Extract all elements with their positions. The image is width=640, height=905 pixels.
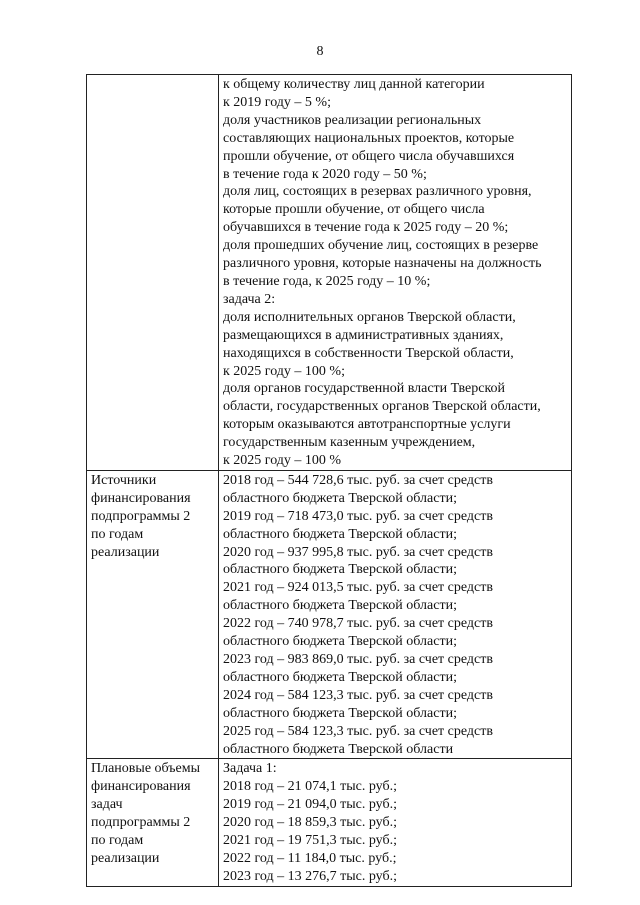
row-content-line: составляющих национальных проектов, которые (223, 130, 515, 146)
row-content-line: областного бюджета Тверской области; (223, 562, 457, 578)
row-content-line: государственным казенным учреждением, (223, 435, 476, 451)
row-content-line: к общему количеству лиц данной категории (223, 77, 485, 92)
row-content-line: 2021 год – 19 751,3 тыс. руб.; (223, 833, 397, 849)
row-content-line: к 2019 году – 5 %; (223, 94, 331, 110)
row-content-line: 2024 год – 584 123,3 тыс. руб. за счет средств (223, 687, 493, 703)
row-label-line: по годам (91, 833, 144, 849)
row-content-line: обучавшихся в течение года к 2025 году – 20 %; (223, 220, 509, 236)
row-content-line: областного бюджета Тверской области; (223, 705, 457, 721)
row-content-line: находящихся в собственности Тверской области, (223, 345, 514, 361)
row-label-line: реализации (91, 851, 160, 867)
row-content-line: в течение года к 2020 году – 50 %; (223, 166, 427, 182)
row-content-line: областного бюджета Тверской области; (223, 526, 457, 542)
row-label-cell (87, 759, 219, 886)
row-content-line: 2022 год – 740 978,7 тыс. руб. за счет средств (223, 616, 493, 632)
row-content-line: областного бюджета Тверской области; (223, 669, 457, 685)
table-row (87, 470, 572, 759)
row-content-line: 2023 год – 983 869,0 тыс. руб. за счет средств (223, 652, 493, 667)
row-content-cell (219, 759, 572, 886)
row-content-cell (219, 75, 572, 471)
row-content-line: областного бюджета Тверской области; (223, 490, 457, 506)
row-content-line: различного уровня, которые назначены на должность (223, 256, 542, 272)
row-content-line: области, государственных органов Тверской области, (223, 399, 541, 415)
row-content-line: доля органов государственной власти Тверской (223, 381, 506, 397)
row-label-line: подпрограммы 2 (91, 508, 191, 524)
row-content-line: прошли обучение, от общего числа обучавшихся (223, 148, 515, 164)
page-number: 8 (316, 44, 324, 59)
row-content-line: к 2025 году – 100 %; (223, 363, 345, 379)
program-table-body (87, 75, 572, 887)
table-row (87, 759, 572, 886)
row-content-line: 2020 год – 18 859,3 тыс. руб.; (223, 815, 397, 831)
row-content-line: областного бюджета Тверской области; (223, 634, 457, 650)
row-content-line: доля исполнительных органов Тверской области, (223, 309, 516, 325)
row-content-line: 2019 год – 21 094,0 тыс. руб.; (223, 797, 397, 813)
row-label-line: подпрограммы 2 (91, 815, 191, 831)
row-label-line: финансирования (91, 779, 191, 795)
row-content-line: Задача 1: (223, 761, 277, 777)
row-content-line: 2018 год – 544 728,6 тыс. руб. за счет средств (223, 472, 493, 488)
table-row (87, 75, 572, 471)
row-content-line: которым оказываются автотранспортные услуги (223, 417, 511, 433)
program-table (86, 74, 572, 887)
row-content-line: доля прошедших обучение лиц, состоящих в резерве (223, 238, 539, 254)
row-content-line: 2022 год – 11 184,0 тыс. руб.; (223, 850, 397, 866)
row-content-line: 2025 год – 584 123,3 тыс. руб. за счет средств (223, 723, 493, 739)
row-content-line: областного бюджета Тверской области; (223, 598, 457, 614)
row-label-line: Плановые объемы (91, 761, 201, 777)
row-content-line: к 2025 году – 100 % (223, 453, 342, 469)
row-content-line: размещающихся в административных зданиях, (223, 327, 504, 343)
row-content-line: доля лиц, состоящих в резервах различного уровня, (223, 184, 532, 200)
row-label-cell (87, 75, 219, 471)
row-content-line: 2018 год – 21 074,1 тыс. руб.; (223, 779, 397, 795)
row-content-line: 2019 год – 718 473,0 тыс. руб. за счет средств (223, 508, 493, 524)
row-label-line: реализации (91, 544, 160, 560)
row-label-line: задач (91, 797, 123, 813)
row-content-line: доля участников реализации региональных (223, 112, 482, 128)
row-label-line: финансирования (91, 490, 191, 506)
row-content-line: которые прошли обучение, от общего числа (223, 202, 485, 218)
row-content-line: 2021 год – 924 013,5 тыс. руб. за счет средств (223, 580, 493, 596)
row-label-line: Источники (91, 472, 157, 488)
row-content-line: областного бюджета Тверской области (223, 741, 454, 757)
row-content-cell (219, 470, 572, 759)
row-content-line: 2020 год – 937 995,8 тыс. руб. за счет средств (223, 544, 493, 560)
row-content-line: 2023 год – 13 276,7 тыс. руб.; (223, 868, 397, 884)
row-label-cell (87, 470, 219, 759)
row-content-line: задача 2: (223, 291, 276, 307)
row-content-line: в течение года, к 2025 году – 10 %; (223, 273, 431, 289)
row-label-line: по годам (91, 526, 144, 542)
